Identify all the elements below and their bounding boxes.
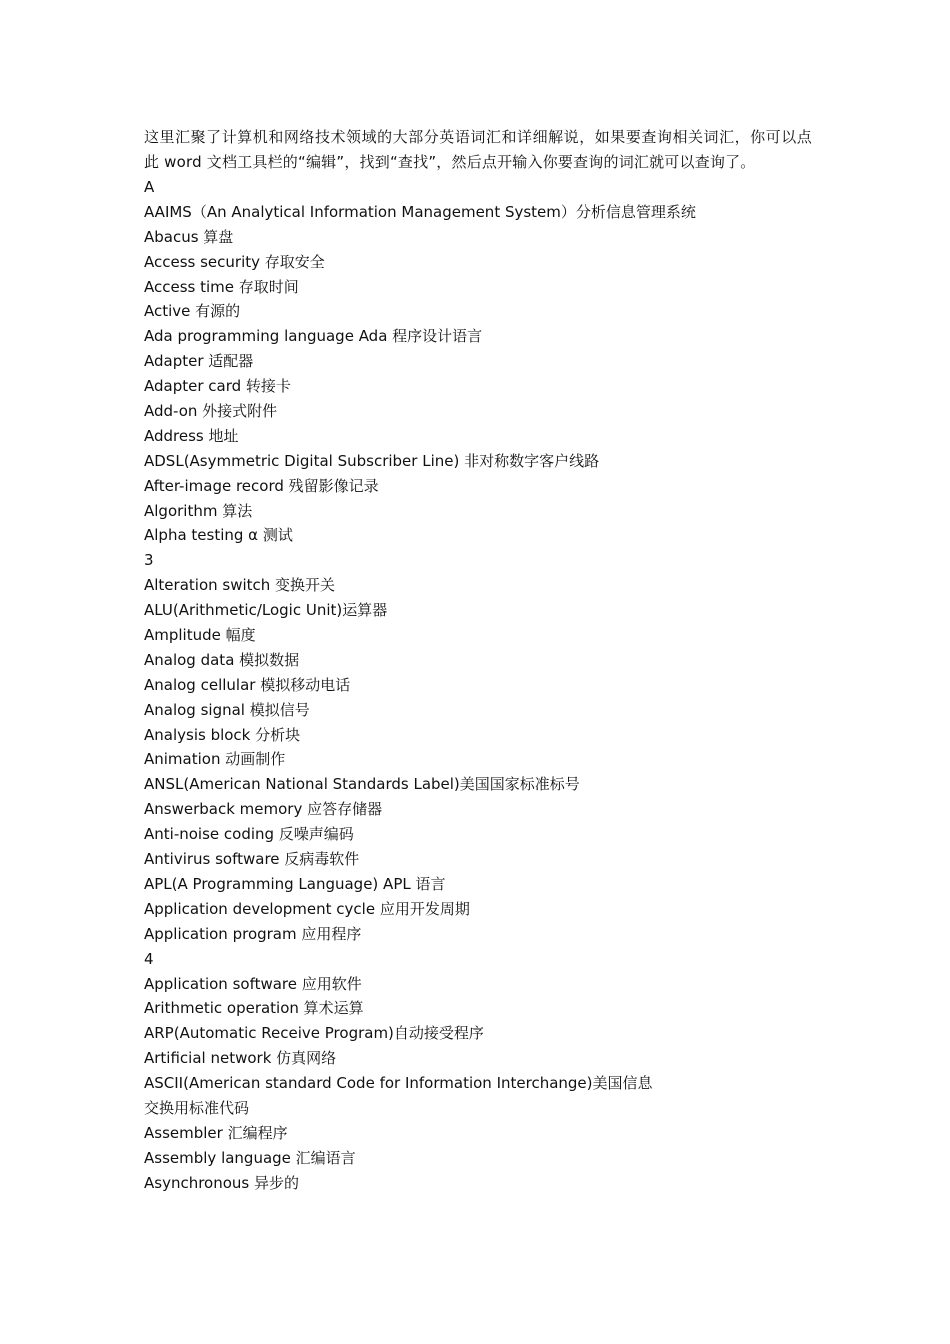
glossary-entry: Animation 动画制作 — [144, 750, 286, 769]
glossary-entry: APL(A Programming Language) APL 语言 — [144, 874, 446, 893]
glossary-entry: Application development cycle 应用开发周期 — [144, 899, 470, 918]
glossary-entry: Address 地址 — [144, 426, 239, 445]
document-body — [144, 125, 812, 1196]
glossary-entry: Alpha testing α 测试 — [144, 526, 293, 545]
glossary-entry: Analog data 模拟数据 — [144, 650, 300, 669]
glossary-entry: Adapter card 转接卡 — [144, 377, 291, 396]
glossary-entry: Anti-noise coding 反噪声编码 — [144, 825, 354, 844]
glossary-entry: Amplitude 幅度 — [144, 626, 256, 645]
glossary-entry: Analysis block 分析块 — [144, 725, 301, 744]
glossary-entry: Arithmetic operation 算术运算 — [144, 999, 364, 1018]
glossary-entry: AAIMS（An Analytical Information Management System）分析信息管理系统 — [144, 202, 696, 221]
glossary-entry: Application software 应用软件 — [144, 974, 362, 993]
glossary-entry: ADSL(Asymmetric Digital Subscriber Line) 非对称数字客户线路 — [144, 451, 600, 470]
page-number: 3 — [144, 551, 154, 570]
glossary-entry: Abacus 算盘 — [144, 227, 234, 246]
glossary-entry: Application program 应用程序 — [144, 924, 362, 943]
glossary-entry: Ada programming language Ada 程序设计语言 — [144, 327, 483, 346]
section-letter: A — [144, 178, 155, 196]
glossary-entry: Active 有源的 — [144, 302, 241, 321]
glossary-entry: Algorithm 算法 — [144, 501, 253, 520]
glossary-entry: Antivirus software 反病毒软件 — [144, 850, 360, 869]
glossary-entry: ARP(Automatic Receive Program)自动接受程序 — [144, 1024, 484, 1043]
glossary-entry: Answerback memory 应答存储器 — [144, 800, 383, 819]
glossary-entry: Assembly language 汇编语言 — [144, 1148, 356, 1167]
page-number: 4 — [144, 949, 154, 968]
glossary-entry: Alteration switch 变换开关 — [144, 576, 336, 595]
glossary-entry: Assembler 汇编程序 — [144, 1123, 288, 1142]
glossary-entry: Asynchronous 异步的 — [144, 1173, 300, 1192]
intro-paragraph: 这里汇聚了计算机和网络技术领域的大部分英语词汇和详细解说，如果要查询相关词汇，你可以点此 word 文档工具栏的“编辑”，找到“查找”，然后点开输入你要查询的词汇就可以查询了。 — [144, 128, 812, 171]
glossary-entry: Access security 存取安全 — [144, 252, 325, 271]
glossary-entry: ALU(Arithmetic/Logic Unit)运算器 — [144, 601, 388, 620]
glossary-entry: ASCII(American standard Code for Information Interchange)美国信息交换用标准代码 — [144, 1074, 653, 1117]
glossary-list — [144, 175, 812, 1196]
glossary-entry: Adapter 适配器 — [144, 352, 254, 371]
glossary-entry: Add-on 外接式附件 — [144, 402, 278, 421]
glossary-entry: After-image record 残留影像记录 — [144, 476, 379, 495]
glossary-entry: Access time 存取时间 — [144, 277, 299, 296]
glossary-entry: Analog cellular 模拟移动电话 — [144, 675, 351, 694]
glossary-entry: Analog signal 模拟信号 — [144, 700, 310, 719]
glossary-entry: Artificial network 仿真网络 — [144, 1049, 337, 1068]
glossary-entry: ANSL(American National Standards Label)美国国家标准标号 — [144, 775, 580, 794]
